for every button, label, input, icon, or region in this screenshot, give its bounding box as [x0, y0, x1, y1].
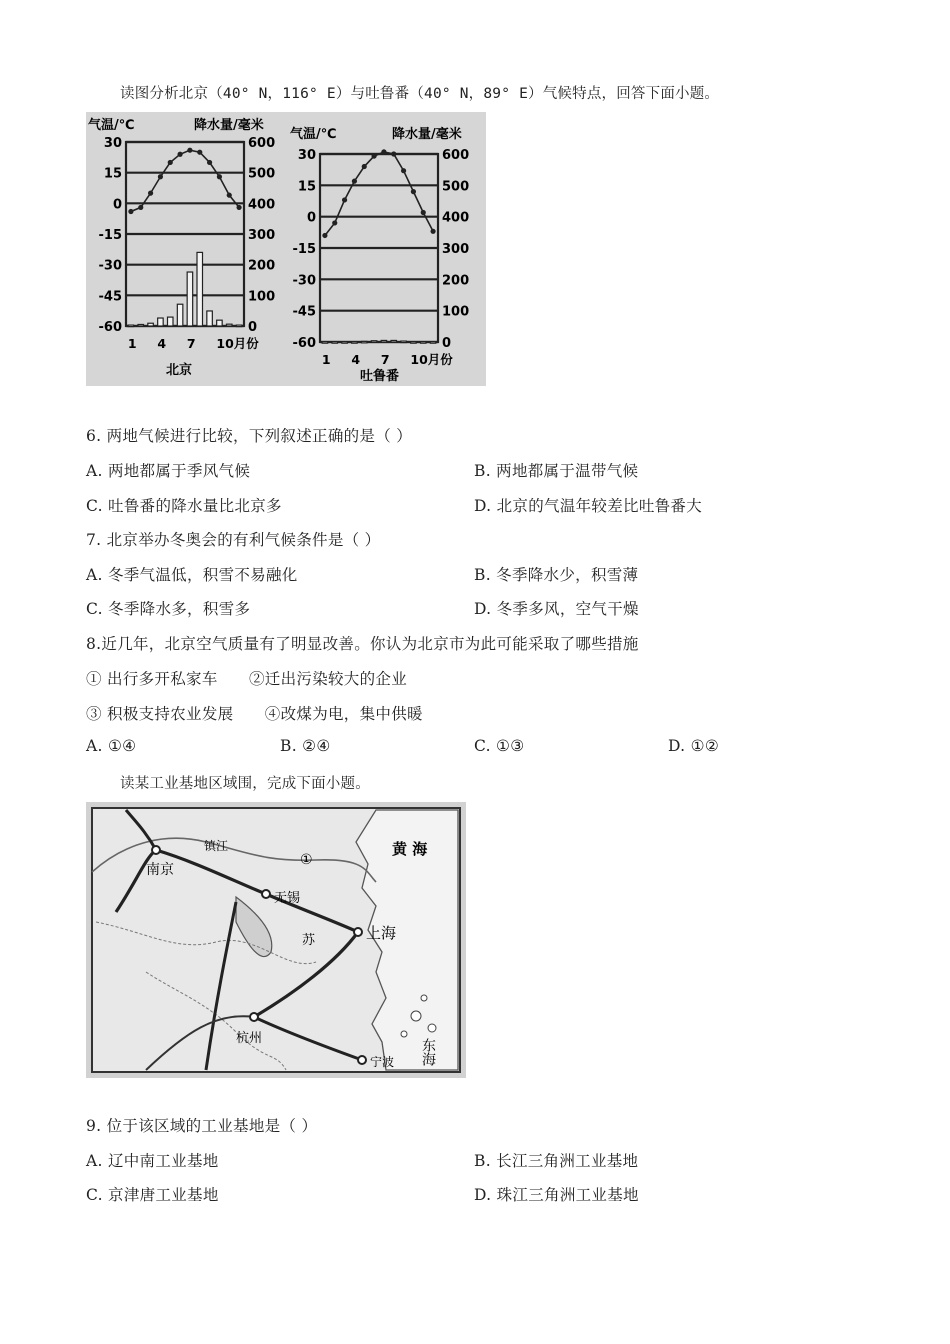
- beijing-city-label: 北京: [166, 363, 193, 378]
- turpan-temp-point: [430, 229, 435, 234]
- turpan-precip-tick-label: 300: [442, 242, 470, 257]
- q9-option-a[interactable]: A. 辽中南工业基地: [86, 1152, 219, 1170]
- beijing-precip-bar: [236, 325, 242, 327]
- q6-option-b[interactable]: B. 两地都属于温带气候: [474, 462, 639, 480]
- beijing-month-tick-label: 1: [127, 336, 137, 351]
- turpan-city-label: 吐鲁番: [360, 369, 400, 384]
- beijing-precip-tick-label: 400: [248, 197, 276, 213]
- q6-option-c[interactable]: C. 吐鲁番的降水量比北京多: [86, 497, 282, 515]
- beijing-temp-tick-label: -45: [98, 289, 122, 305]
- turpan-temp-tick-label: 30: [297, 148, 316, 163]
- beijing-precip-tick-label: 300: [248, 228, 276, 243]
- nanjing-marker: [152, 846, 160, 854]
- beijing-precip-bar: [187, 272, 193, 326]
- q8-option-a[interactable]: A. ①④: [86, 737, 137, 755]
- map-label-suzhou: 苏: [302, 933, 316, 948]
- q9-stem: 9. 位于该区域的工业基地是（ ）: [86, 1117, 318, 1135]
- climate-figure: [86, 112, 486, 386]
- region-map-svg: [86, 802, 466, 1078]
- turpan-precip-tick-label: 600: [442, 148, 470, 163]
- turpan-precip-bar: [391, 340, 397, 342]
- beijing-temp-point: [187, 148, 192, 153]
- beijing-temp-tick-label: -15: [98, 228, 122, 243]
- beijing-precip-bar: [197, 252, 203, 326]
- turpan-precip-bar: [352, 342, 358, 344]
- beijing-precip-bar: [167, 317, 173, 326]
- turpan-precip-bar: [401, 341, 407, 343]
- turpan-precip-bar: [342, 342, 348, 344]
- island-2: [428, 1024, 436, 1032]
- turpan-temp-point: [342, 197, 347, 202]
- beijing-temp-point: [168, 160, 173, 165]
- turpan-temp-point: [421, 210, 426, 215]
- q6-stem: 6. 两地气候进行比较，下列叙述正确的是（ ）: [86, 427, 413, 445]
- turpan-temp-point: [391, 151, 396, 156]
- q8-statement-line-1: ① 出行多开私家车 ②迁出污染较大的企业: [86, 670, 407, 688]
- turpan-temp-point: [352, 179, 357, 184]
- beijing-precip-tick-label: 500: [248, 166, 276, 182]
- ningbo-marker: [358, 1056, 366, 1064]
- turpan-temp-tick-label: 15: [297, 179, 316, 195]
- map-label-nanjing: 南京: [146, 862, 174, 878]
- q7-stem: 7. 北京举办冬奥会的有利气候条件是（ ）: [86, 531, 381, 549]
- beijing-temp-axis-title: 气温/℃: [88, 118, 135, 133]
- turpan-temp-tick-label: 0: [306, 210, 316, 226]
- turpan-temp-point: [322, 233, 327, 238]
- turpan-temp-point: [332, 220, 337, 225]
- turpan-precip-bar: [332, 342, 338, 344]
- turpan-month-tick-label: 10月份: [410, 352, 453, 367]
- turpan-precip-bar: [420, 342, 426, 344]
- beijing-temp-point: [236, 205, 241, 210]
- turpan-temp-line: [325, 152, 433, 236]
- shanghai-marker: [354, 928, 362, 936]
- map-label-zhenjiang: 镇江: [204, 839, 229, 853]
- beijing-month-tick-label: 10月份: [216, 336, 259, 351]
- turpan-precip-bar: [381, 340, 387, 342]
- map-label-shanghai: 上海: [366, 924, 397, 942]
- beijing-precip-bar: [217, 320, 223, 326]
- beijing-precip-bar: [207, 311, 213, 326]
- turpan-month-tick-label: 4: [351, 352, 361, 367]
- turpan-precip-tick-label: 200: [442, 273, 470, 289]
- beijing-precip-tick-label: 600: [248, 136, 276, 151]
- q7-option-c[interactable]: C. 冬季降水多，积雪多: [86, 600, 251, 618]
- q7-option-a[interactable]: A. 冬季气温低，积雪不易融化: [86, 566, 298, 584]
- beijing-temp-tick-label: 0: [112, 197, 122, 213]
- turpan-precip-axis-title: 降水量/毫米: [392, 127, 462, 142]
- beijing-month-tick-label: 4: [157, 336, 167, 351]
- island-4: [421, 995, 427, 1001]
- turpan-precip-tick-label: 100: [442, 304, 470, 320]
- turpan-temp-point: [401, 168, 406, 173]
- turpan-precip-bar: [371, 341, 377, 343]
- turpan-temp-tick-label: -15: [292, 242, 316, 257]
- beijing-precip-tick-label: 100: [248, 289, 276, 305]
- beijing-temp-tick-label: -30: [98, 258, 122, 274]
- q9-option-b[interactable]: B. 长江三角洲工业基地: [474, 1152, 639, 1170]
- map-label-wuxi: 无锡: [274, 891, 301, 906]
- q6-option-d[interactable]: D. 北京的气温年较差比吐鲁番大: [474, 497, 703, 515]
- beijing-temp-point: [177, 152, 182, 157]
- turpan-month-tick-label: 7: [380, 352, 390, 367]
- beijing-precip-tick-label: 200: [248, 258, 276, 274]
- turpan-precip-bar: [322, 342, 328, 344]
- beijing-precip-axis-title: 降水量/毫米: [194, 118, 264, 133]
- q8-option-b[interactable]: B. ②④: [280, 737, 331, 755]
- island-1: [411, 1011, 421, 1021]
- region-map: [86, 802, 466, 1078]
- hangzhou-marker: [250, 1013, 258, 1021]
- beijing-precip-bar: [158, 318, 164, 326]
- beijing-temp-point: [148, 191, 153, 196]
- beijing-temp-point: [138, 205, 143, 210]
- turpan-precip-bar: [430, 342, 436, 344]
- turpan-temp-tick-label: -30: [292, 273, 316, 289]
- map-label-ningbo: 宁波: [370, 1055, 395, 1069]
- turpan-month-tick-label: 1: [321, 352, 331, 367]
- map-label-circle-1: ①: [300, 852, 313, 868]
- intro-text-2: 读某工业基地区域围，完成下面小题。: [120, 776, 370, 792]
- turpan-precip-bar: [361, 341, 367, 343]
- q7-option-b[interactable]: B. 冬季降水少，积雪薄: [474, 566, 639, 584]
- beijing-precip-bar: [148, 323, 154, 326]
- beijing-precip-bar: [226, 324, 232, 326]
- beijing-temp-point: [128, 209, 133, 214]
- turpan-temp-point: [381, 149, 386, 154]
- beijing-temp-point: [217, 174, 222, 179]
- intro-text-1: 读图分析北京（40° N，116° E）与吐鲁番（40° N，89° E）气候特点，回答下面小题。: [120, 86, 720, 102]
- beijing-temp-tick-label: 15: [103, 166, 122, 182]
- beijing-temp-point: [207, 160, 212, 165]
- beijing-temp-point: [197, 150, 202, 155]
- q8-stem: 8.近几年，北京空气质量有了明显改善。你认为北京市为此可能采取了哪些措施: [86, 635, 639, 653]
- q8-option-d[interactable]: D. ①②: [668, 737, 720, 755]
- turpan-temp-point: [371, 153, 376, 158]
- beijing-temp-point: [158, 174, 163, 179]
- map-label-donghai: 东海: [420, 1038, 436, 1066]
- island-3: [401, 1031, 407, 1037]
- beijing-precip-bar: [177, 304, 183, 326]
- q9-option-d[interactable]: D. 珠江三角洲工业基地: [474, 1186, 639, 1204]
- beijing-temp-point: [227, 193, 232, 198]
- beijing-precip-tick-label: 0: [248, 320, 258, 335]
- turpan-precip-tick-label: 400: [442, 210, 470, 226]
- turpan-temp-point: [411, 189, 416, 194]
- q8-statement-line-2: ③ 积极支持农业发展 ④改煤为电，集中供暖: [86, 705, 423, 723]
- q9-option-c[interactable]: C. 京津唐工业基地: [86, 1186, 219, 1204]
- turpan-temp-tick-label: -60: [292, 336, 316, 351]
- q6-option-a[interactable]: A. 两地都属于季风气候: [86, 462, 251, 480]
- turpan-precip-tick-label: 0: [442, 336, 452, 351]
- turpan-temp-axis-title: 气温/℃: [290, 127, 337, 142]
- map-label-hangzhou: 杭州: [236, 1031, 263, 1046]
- map-label-huanghai: 黄 海: [392, 840, 428, 858]
- beijing-precip-bar: [128, 325, 134, 327]
- beijing-temp-tick-label: 30: [103, 136, 122, 151]
- beijing-month-tick-label: 7: [186, 336, 196, 351]
- turpan-temp-point: [362, 164, 367, 169]
- turpan-precip-bar: [411, 342, 417, 344]
- beijing-precip-bar: [138, 324, 144, 326]
- q8-option-c[interactable]: C. ①③: [474, 737, 525, 755]
- turpan-precip-tick-label: 500: [442, 179, 470, 195]
- wuxi-marker: [262, 890, 270, 898]
- turpan-temp-tick-label: -45: [292, 304, 316, 320]
- climate-charts-svg: [86, 112, 486, 386]
- q7-option-d[interactable]: D. 冬季多风，空气干燥: [474, 600, 639, 618]
- beijing-temp-tick-label: -60: [98, 320, 122, 335]
